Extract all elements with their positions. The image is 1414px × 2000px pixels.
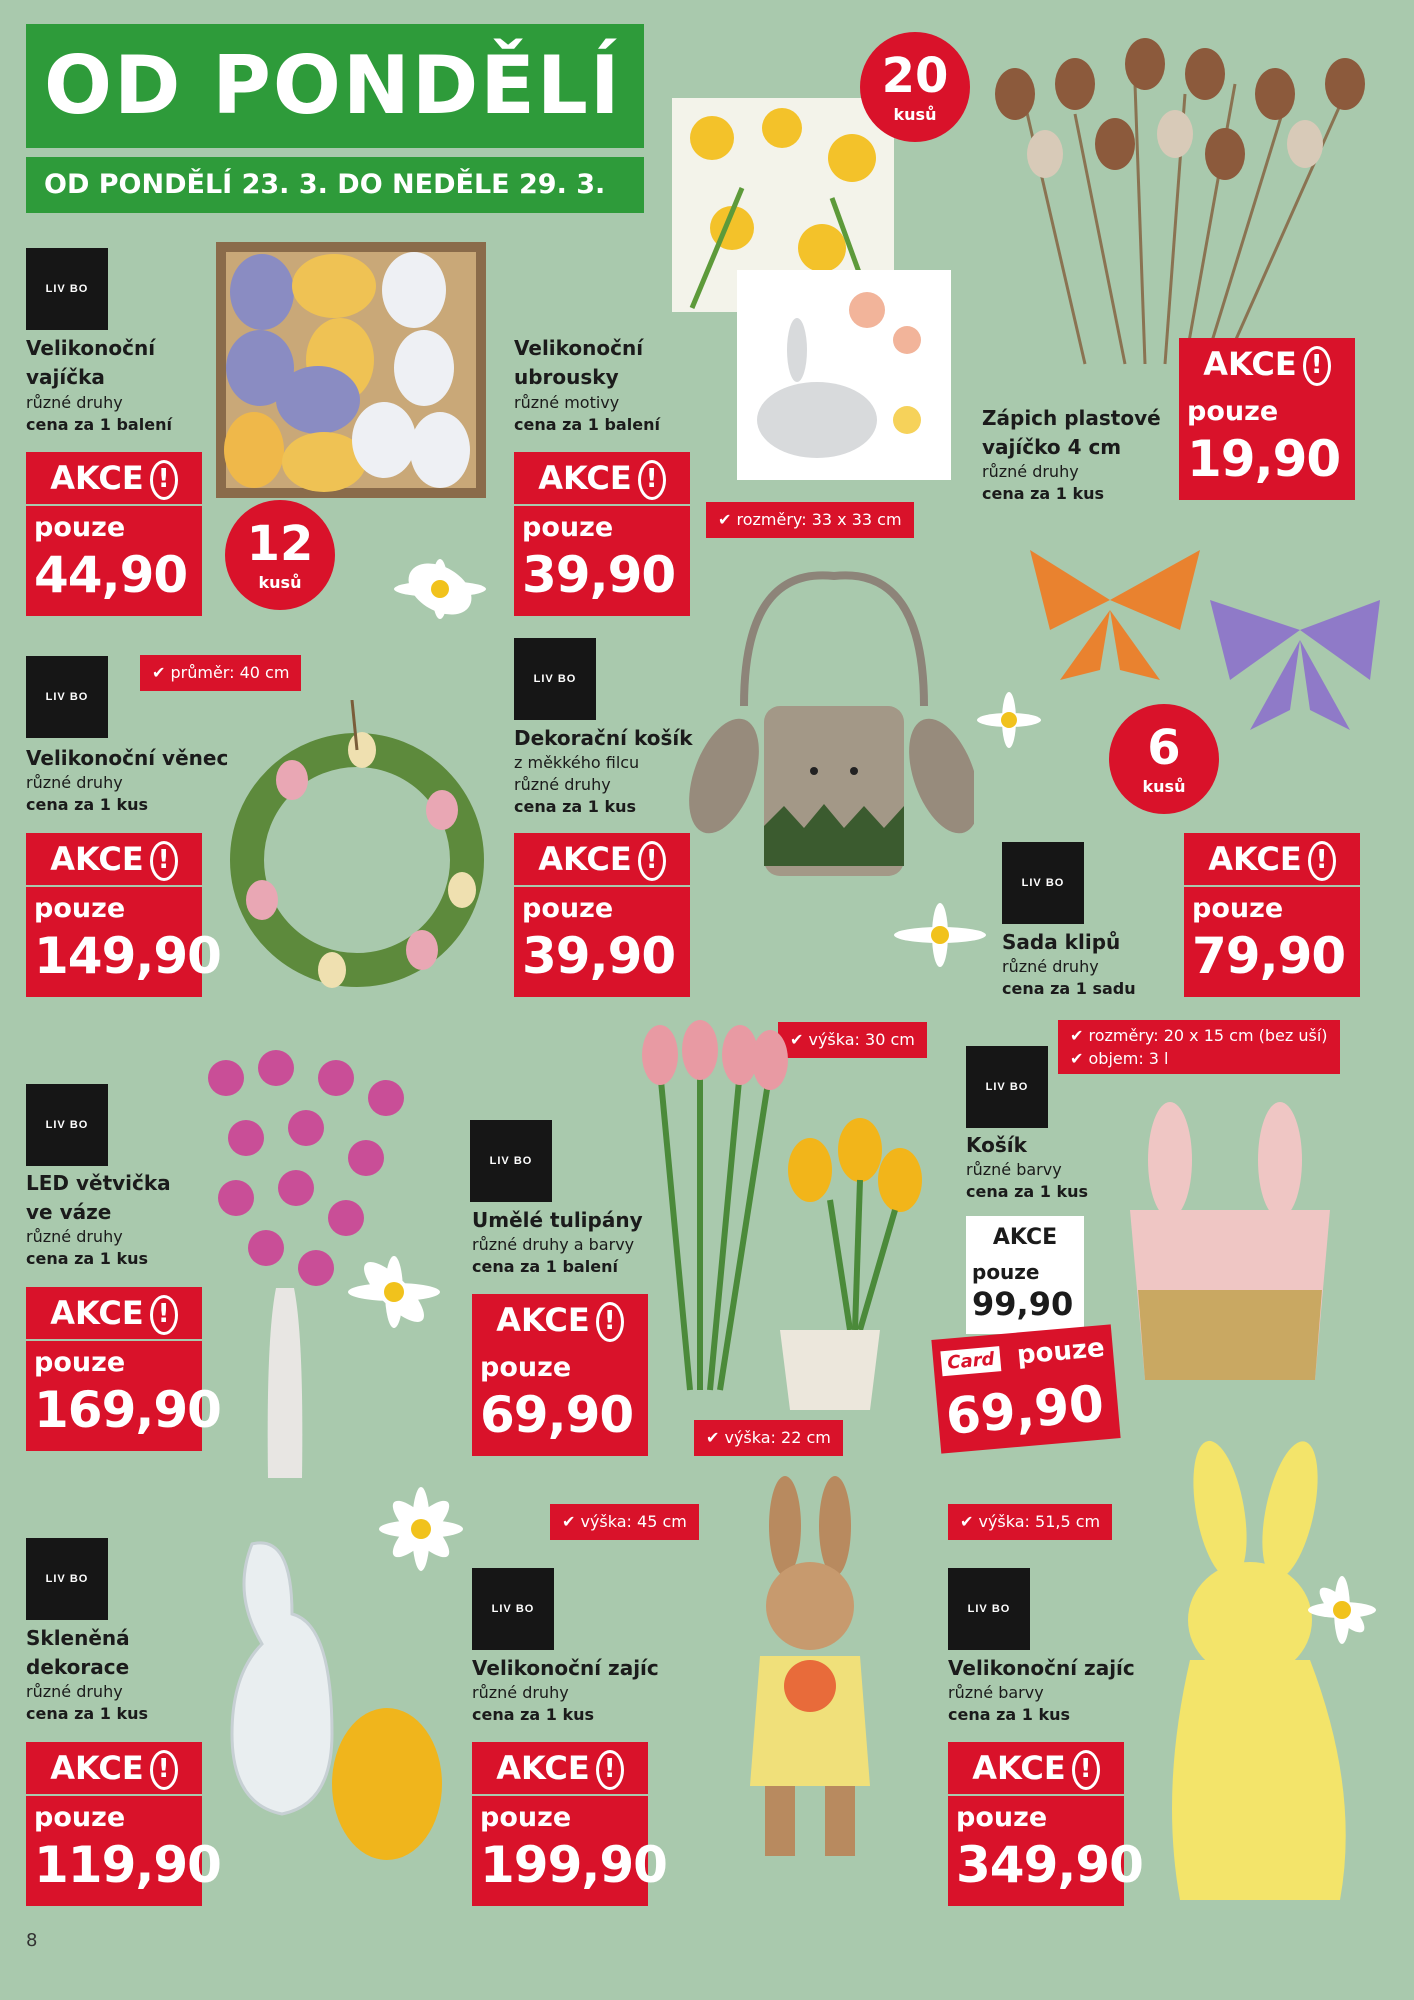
brand-logo: LIV BO bbox=[26, 1084, 108, 1166]
date-range: OD PONDĚLÍ 23. 3. DO NEDĚLE 29. 3. bbox=[26, 157, 644, 213]
brand-logo: LIV BO bbox=[966, 1046, 1048, 1128]
product-name: Košík bbox=[966, 1133, 1027, 1157]
pink-basket-image bbox=[1120, 1100, 1340, 1390]
daisy-decoration bbox=[392, 556, 488, 622]
akce-label: AKCE ! bbox=[1184, 833, 1360, 885]
regular-price-box: AKCE pouze 99,90 bbox=[966, 1216, 1084, 1334]
brand-logo: LIV BO bbox=[26, 248, 108, 330]
product-desc: různé druhy a barvy cena za 1 balení bbox=[472, 1235, 635, 1276]
daisy-decoration bbox=[1306, 1574, 1378, 1646]
product-name: Sada klipů bbox=[1002, 930, 1121, 954]
product-desc: různé druhy cena za 1 kus bbox=[26, 773, 149, 814]
count-badge: 20 kusů bbox=[860, 32, 970, 142]
size-tag: ✔ rozměry: 33 x 33 cm bbox=[706, 502, 914, 538]
price-box: pouze 169,90 bbox=[26, 1341, 202, 1451]
size-tag: ✔ rozměry: 20 x 15 cm (bez uší) ✔ objem: 3 l bbox=[1058, 1020, 1340, 1074]
product-name: LED větvička ve váze bbox=[26, 1171, 171, 1224]
product-name: Velikonoční zajíc bbox=[948, 1656, 1135, 1680]
height-tag: ✔ výška: 30 cm bbox=[778, 1022, 927, 1058]
count-badge: 6 kusů bbox=[1109, 704, 1219, 814]
price-box: pouze 39,90 bbox=[514, 887, 690, 997]
product-desc: různé druhy cena za 1 kus bbox=[26, 1682, 149, 1723]
akce-label: AKCE ! bbox=[472, 1742, 648, 1794]
brand-logo: LIV BO bbox=[514, 638, 596, 720]
price-box: pouze 199,90 bbox=[472, 1796, 648, 1906]
height-tag: ✔ výška: 22 cm bbox=[694, 1420, 843, 1456]
brand-logo: LIV BO bbox=[26, 1538, 108, 1620]
product-desc: z měkkého filcu různé druhy cena za 1 kus bbox=[514, 753, 640, 816]
akce-label: AKCE ! bbox=[26, 1287, 202, 1339]
brand-logo: LIV BO bbox=[472, 1568, 554, 1650]
product-desc: různé druhy cena za 1 kus bbox=[982, 462, 1105, 503]
price-box: pouze 19,90 bbox=[1179, 390, 1355, 500]
akce-label: AKCE ! bbox=[472, 1294, 648, 1346]
eggs-box-image bbox=[214, 240, 488, 502]
product-name: Zápich plastové vajíčko 4 cm bbox=[982, 406, 1161, 459]
akce-label: AKCE ! bbox=[1179, 338, 1355, 390]
price-box: pouze 79,90 bbox=[1184, 887, 1360, 997]
product-desc: různé barvy cena za 1 kus bbox=[948, 1683, 1071, 1724]
akce-label: AKCE ! bbox=[514, 452, 690, 504]
akce-label: AKCE ! bbox=[26, 1742, 202, 1794]
page-number: 8 bbox=[26, 1930, 38, 1951]
product-name: Umělé tulipány bbox=[472, 1208, 643, 1232]
product-name: Velikonoční věnec bbox=[26, 746, 229, 770]
product-desc: různé barvy cena za 1 kus bbox=[966, 1160, 1089, 1201]
wreath-image bbox=[212, 700, 502, 1010]
felt-basket-image bbox=[684, 566, 974, 886]
size-tag: ✔ průměr: 40 cm bbox=[140, 655, 301, 691]
akce-label: AKCE ! bbox=[26, 833, 202, 885]
product-desc: různé druhy cena za 1 kus bbox=[26, 1227, 149, 1268]
yellow-rabbit-image bbox=[1150, 1440, 1370, 1920]
price-box: pouze 349,90 bbox=[948, 1796, 1124, 1906]
price-box: pouze 39,90 bbox=[514, 506, 690, 616]
brand-logo: LIV BO bbox=[26, 656, 108, 738]
napkin-bunny-image bbox=[737, 270, 951, 480]
price-box: pouze 149,90 bbox=[26, 887, 202, 997]
page-title: OD PONDĚLÍ bbox=[26, 24, 644, 148]
product-name: Dekorační košík bbox=[514, 726, 693, 750]
count-badge: 12 kusů bbox=[225, 500, 335, 610]
card-price-box: Card pouze 69,90 bbox=[931, 1324, 1120, 1453]
product-desc: různé druhy cena za 1 sadu bbox=[1002, 957, 1136, 998]
daisy-decoration bbox=[344, 1252, 444, 1332]
product-name: Velikonoční vajíčka bbox=[26, 336, 156, 389]
daisy-decoration bbox=[974, 690, 1044, 750]
egg-picks-image bbox=[985, 24, 1390, 374]
daisy-decoration bbox=[890, 900, 990, 970]
price-box: pouze 44,90 bbox=[26, 506, 202, 616]
akce-label: AKCE ! bbox=[948, 1742, 1124, 1794]
glass-decoration-image bbox=[222, 1534, 452, 1864]
akce-label: AKCE ! bbox=[514, 833, 690, 885]
height-tag: ✔ výška: 51,5 cm bbox=[948, 1504, 1112, 1540]
product-desc: různé druhy cena za 1 balení bbox=[26, 393, 172, 434]
height-tag: ✔ výška: 45 cm bbox=[550, 1504, 699, 1540]
akce-label: AKCE ! bbox=[26, 452, 202, 504]
rabbit-figurine-image bbox=[730, 1476, 890, 1876]
price-box: pouze 69,90 bbox=[472, 1346, 648, 1456]
product-desc: různé motivy cena za 1 balení bbox=[514, 393, 660, 434]
brand-logo: LIV BO bbox=[470, 1120, 552, 1202]
brand-logo: LIV BO bbox=[948, 1568, 1030, 1650]
brand-logo: LIV BO bbox=[1002, 842, 1084, 924]
product-desc: různé druhy cena za 1 kus bbox=[472, 1683, 595, 1724]
product-name: Velikonoční zajíc bbox=[472, 1656, 659, 1680]
price-box: pouze 119,90 bbox=[26, 1796, 202, 1906]
product-name: Skleněná dekorace bbox=[26, 1626, 130, 1679]
product-name: Velikonoční ubrousky bbox=[514, 336, 644, 389]
tulips-image bbox=[610, 1010, 940, 1410]
